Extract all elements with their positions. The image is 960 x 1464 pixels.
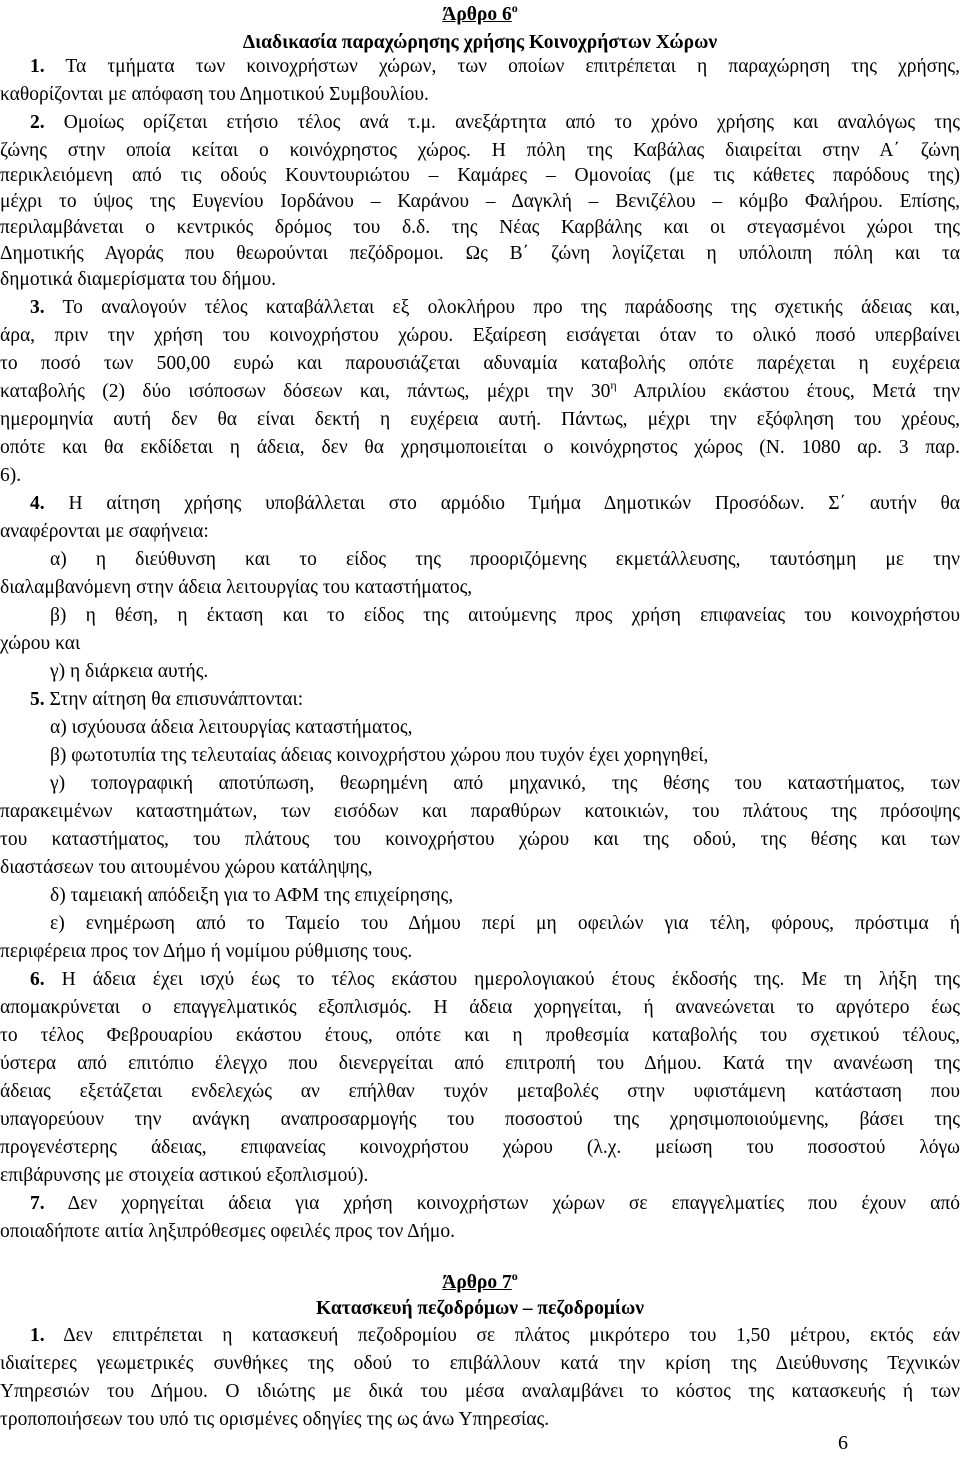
paragraph-line: περικλειόμενη από τις οδούς Κουντουριώτου – Καμάρες – Ομονοίας (με τις κάθετες παρόδους της)	[0, 165, 960, 186]
paragraph-number: 1.	[30, 1325, 45, 1346]
list-item: β) η θέση, η έκταση και το είδος της αιτούμενης προς χρήση επιφανείας του κοινοχρήστου	[50, 605, 960, 626]
paragraph-number: 5.	[30, 689, 45, 710]
paragraph-line	[30, 1191, 960, 1217]
paragraph-line: διαλαμβανόμενη στην άδεια λειτουργίας του καταστήματος,	[0, 577, 473, 598]
paragraph-line: επιβάρυνσης με στοιχεία αστικού εξοπλισμού).	[0, 1165, 369, 1186]
text-span: Απριλίου εκάστου έτους, Μετά την	[616, 381, 960, 402]
paragraph-line: ημερομηνία αυτή δεν θα είναι δεκτή η ευχέρεια αυτή. Πάντως, μέχρι την εξόφληση του χρέους,	[0, 409, 960, 430]
paragraph-line	[30, 110, 960, 136]
paragraph-line: περιφέρεια προς τον Δήμο ή νομίμου ρύθμισης τους.	[0, 941, 413, 962]
article-6-title-sup: ο	[511, 0, 518, 15]
paragraph-line	[30, 491, 960, 517]
paragraph-number: 1.	[30, 56, 45, 77]
paragraph-line: Υπηρεσιών του Δήμου. Ο ιδιώτης με δικά του μέσα αναλαμβάνει το κόστος της κατασκευής ή των	[0, 1381, 960, 1402]
paragraph-line: το τέλος Φεβρουαρίου εκάστου έτους, οπότε και η προθεσμία καταβολής του σχετικού τέλους,	[0, 1025, 960, 1046]
list-item: α) η διεύθυνση και το είδος της προοριζόμενης εκμετάλλευσης, ταυτόσημη με την	[50, 549, 960, 570]
paragraph-line: Δημοτικής Αγοράς που θεωρούνται πεζόδρομοι. Ως Β΄ ζώνη λογίζεται η υπόλοιπη πόλη και τα	[0, 243, 960, 264]
paragraph-line: οποιαδήποτε αιτία ληξιπρόθεσμες οφειλές προς τον Δήμο.	[0, 1221, 455, 1242]
list-item: ε) ενημέρωση από το Ταμείο του Δήμου περί μη οφειλών για τέλη, φόρους, πρόστιμα ή	[50, 913, 960, 934]
text-span: Δεν χορηγείται άδεια για χρήση κοινοχρήστων χώρων σε επαγγελματίες που έχουν από	[67, 1193, 960, 1214]
article-7-subtitle: Κατασκευή πεζοδρόμων – πεζοδρομίων	[316, 1298, 644, 1319]
list-item: γ) τοπογραφική αποτύπωση, θεωρημένη από μηχανικό, της θέσης του καταστήματος, των	[50, 773, 960, 794]
paragraph-number: 7.	[30, 1193, 45, 1214]
paragraph-number: 3.	[30, 297, 45, 318]
article-7-title-sup: ο	[511, 1268, 518, 1283]
text-span: Η αίτηση χρήσης υποβάλλεται στο αρμόδιο Τμήμα Δημοτικών Προσόδων. Σ΄ αυτήν θα	[68, 493, 960, 514]
text-span: Δεν επιτρέπεται η κατασκευή πεζοδρομίου σε πλάτος μικρότερο του 1,50 μέτρου, εκτός εάν	[63, 1325, 960, 1346]
article-6-title	[0, 2, 960, 28]
paragraph-line: οπότε και θα εκδίδεται η άδεια, δεν θα χρησιμοποιείται ο κοινόχρηστος χώρος (Ν. 1080 αρ. 3 παρ.	[0, 437, 960, 458]
paragraph-line: ύστερα από επιτόπιο έλεγχο που διενεργείται από επιτροπή του Δήμου. Κατά την ανανέωση της	[0, 1053, 960, 1074]
paragraph-number: 6.	[30, 969, 45, 990]
text-span: Το αναλογούν τέλος καταβάλλεται εξ ολοκλήρου προ της παράδοσης της σχετικής άδειας και,	[62, 297, 960, 318]
page-number: 6	[838, 1432, 848, 1454]
list-item: α) ισχύουσα άδεια λειτουργίας καταστήματος,	[50, 717, 413, 738]
paragraph-line: άρα, πριν την χρήση του κοινοχρήστου χώρου. Εξαίρεση εισάγεται όταν το ολικό ποσό υπερβαίνει	[0, 325, 960, 346]
paragraph-line	[30, 54, 960, 80]
superscript: η	[610, 379, 617, 392]
paragraph-line	[0, 379, 960, 405]
text-span: Στην αίτηση θα επισυνάπτονται:	[49, 689, 304, 710]
paragraph-line: το ποσό των 500,00 ευρώ και παρουσιάζεται αδυναμία καταβολής οπότε παρέχεται η ευχέρεια	[0, 353, 960, 374]
paragraph-line: ιδιαίτερες γεωμετρικές συνθήκες της οδού το επιβάλλουν κατά την κρίση της Διεύθυνσης Τεχνικών	[0, 1353, 960, 1374]
paragraph-line: χώρου και	[0, 633, 81, 654]
list-item: δ) ταμειακή απόδειξη για το ΑΦΜ της επιχείρησης,	[50, 885, 454, 906]
paragraph-number: 4.	[30, 493, 45, 514]
paragraph-number: 2.	[30, 112, 45, 133]
paragraph-line: καθορίζονται με απόφαση του Δημοτικού Συμβουλίου.	[0, 84, 429, 105]
paragraph-line: απομακρύνεται ο επαγγελματικός εξοπλισμός. Η άδεια χορηγείται, ή ανανεώνεται το αργότερο έως	[0, 997, 960, 1018]
article-6-title-text: Άρθρο 6	[442, 4, 512, 25]
paragraph-line	[30, 1323, 960, 1349]
paragraph-line: μέχρι το ύψος της Ευγενίου Ιορδάνου – Καράνου – Δαγκλή – Βενιζέλου – κόμβο Φαλήρου. Επίσης,	[0, 191, 960, 212]
paragraph-line: άδειας εξετάζεται ενδελεχώς αν επήλθαν τυχόν μεταβολές στην υφιστάμενη κατάσταση που	[0, 1081, 960, 1102]
paragraph-line: τροποποιήσεων του υπό τις ορισμένες οδηγίες της ως άνω Υπηρεσίας.	[0, 1409, 550, 1430]
paragraph-line: αναφέρονται με σαφήνεια:	[0, 521, 209, 542]
article-7-title-text: Άρθρο 7	[442, 1272, 512, 1293]
paragraph-line: διαστάσεων του αιτουμένου χώρου κατάληψης,	[0, 857, 373, 878]
paragraph-line: δημοτικά διαμερίσματα του δήμου.	[0, 269, 277, 290]
list-item: γ) η διάρκεια αυτής.	[50, 661, 209, 682]
paragraph-line: υπαγορεύουν την ανάγκη αναπροσαρμογής του ποσοστού της χρησιμοποιούμενης, βάσει της	[0, 1109, 960, 1130]
article-7-title	[0, 1270, 960, 1296]
list-item: β) φωτοτυπία της τελευταίας άδειας κοινοχρήστου χώρου που τυχόν έχει χορηγηθεί,	[50, 745, 709, 766]
paragraph-line	[30, 967, 960, 993]
paragraph-line: παρακειμένων καταστημάτων, των εισόδων και παραθύρων κατοικιών, του πλάτους της πρόσοψης	[0, 801, 960, 822]
paragraph-line	[30, 687, 960, 713]
text-span: Η άδεια έχει ισχύ έως το τέλος εκάστου ημερολογιακού έτους έκδοσής της. Με τη λήξη της	[61, 969, 960, 990]
paragraph-line: περιλαμβάνεται ο κεντρικός δρόμος του δ.δ. της Νέας Καρβάλης και οι στεγασμένοι χώροι της	[0, 217, 960, 238]
paragraph-line: του καταστήματος, του πλάτους του κοινοχρήστου χώρου και της οδού, της θέσης και των	[0, 829, 960, 850]
paragraph-line: 6).	[0, 465, 22, 486]
text-span: Τα τμήματα των κοινοχρήστων χώρων, των οποίων επιτρέπεται η παραχώρηση της χρήσης,	[65, 56, 960, 77]
paragraph-line: προγενέστερης άδειας, επιφανείας κοινοχρήστου χώρου (λ.χ. μείωση του ποσοστού λόγω	[0, 1137, 960, 1158]
paragraph-line: ζώνης στην οποία κείται ο κοινόχρηστος χώρος. Η πόλη της Καβάλας διαιρείται στην Α΄ ζώνη	[0, 140, 960, 161]
paragraph-line	[30, 295, 960, 321]
article-6-subtitle: Διαδικασία παραχώρησης χρήσης Κοινοχρήστων Χώρων	[242, 32, 718, 53]
text-span: καταβολής (2) δύο ισόποσων δόσεων και, πάντως, μέχρι την 30	[0, 381, 611, 402]
text-span: Ομοίως ορίζεται ετήσιο τέλος ανά τ.μ. ανεξάρτητα από το χρόνο χρήσης και αναλόγως της	[63, 112, 960, 133]
